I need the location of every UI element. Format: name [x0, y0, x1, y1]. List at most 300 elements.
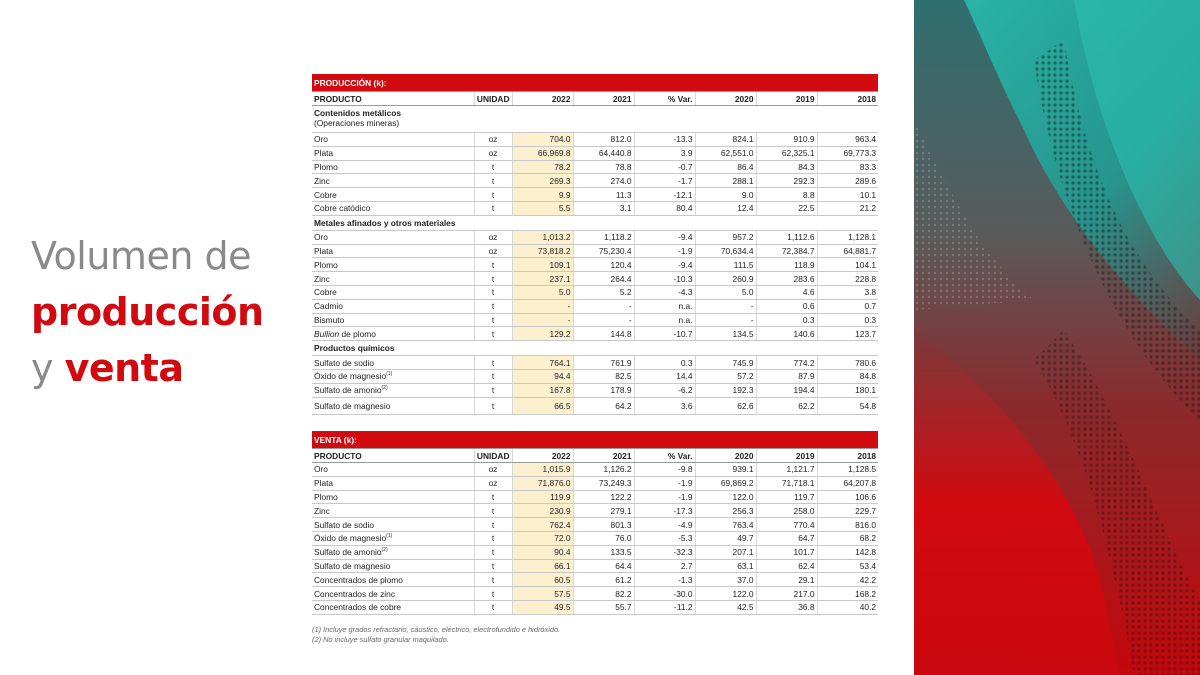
- value-var: -1.9: [634, 490, 695, 504]
- unit-cell: t: [474, 285, 512, 299]
- header-2021: 2021: [573, 449, 634, 463]
- footnote-marker: (2): [381, 385, 388, 392]
- value-2022: 60.5: [512, 573, 573, 587]
- value-2022: 66.1: [512, 559, 573, 573]
- value-2022: 1,013.2: [512, 230, 573, 244]
- unit-cell: t: [474, 299, 512, 313]
- unit-cell: t: [474, 587, 512, 601]
- header-2020: 2020: [695, 449, 756, 463]
- value-2022: 90.4: [512, 545, 573, 559]
- produccion-table: [312, 74, 878, 415]
- value-2019: 119.7: [756, 490, 817, 504]
- table-row: [312, 476, 878, 490]
- value-2022: -: [512, 313, 573, 327]
- table-row: [312, 230, 878, 244]
- produccion-banner: PRODUCCIÓN (k):: [312, 74, 878, 92]
- value-2018: 64,207.8: [817, 476, 878, 490]
- value-2018: 123.7: [817, 327, 878, 341]
- table-row: [312, 160, 878, 174]
- value-2021: 11.3: [573, 188, 634, 202]
- unit-cell: t: [474, 369, 512, 383]
- table-row: [312, 299, 878, 313]
- value-2020: 86.4: [695, 160, 756, 174]
- value-2020: 49.7: [695, 531, 756, 545]
- value-2022: 704.0: [512, 133, 573, 147]
- value-2020: 824.1: [695, 133, 756, 147]
- value-2020: 42.5: [695, 600, 756, 614]
- value-2022: -: [512, 299, 573, 313]
- value-2021: 75,230.4: [573, 244, 634, 258]
- value-2020: 57.2: [695, 369, 756, 383]
- value-2020: 134.5: [695, 327, 756, 341]
- value-2022: 9.9: [512, 188, 573, 202]
- header-2022: 2022: [512, 449, 573, 463]
- table-row: [312, 258, 878, 272]
- value-2018: 142.8: [817, 545, 878, 559]
- oxido-label: Óxido de magnesio: [314, 371, 387, 382]
- unit-cell: t: [474, 490, 512, 504]
- value-2021: 78.8: [573, 160, 634, 174]
- value-2019: 84.3: [756, 160, 817, 174]
- unit-cell: oz: [474, 476, 512, 490]
- product-cell: Plata: [312, 244, 474, 258]
- value-var: 2.7: [634, 559, 695, 573]
- unit-cell: oz: [474, 244, 512, 258]
- value-2018: 68.2: [817, 531, 878, 545]
- value-var: -0.7: [634, 160, 695, 174]
- metales-rows: [312, 230, 878, 327]
- value-2019: 71,718.1: [756, 476, 817, 490]
- product-cell: Plomo: [312, 258, 474, 272]
- value-2021: 3.1: [573, 201, 634, 215]
- value-2021: 76.0: [573, 531, 634, 545]
- value-2019: 770.4: [756, 518, 817, 532]
- table-row: [312, 504, 878, 518]
- value-var: -1.7: [634, 174, 695, 188]
- oxido-label: Óxido de magnesio: [314, 533, 387, 544]
- value-2019: 258.0: [756, 504, 817, 518]
- value-2018: 1,128.1: [817, 230, 878, 244]
- value-2021: 64.2: [573, 397, 634, 414]
- value-2018: 1,128.5: [817, 463, 878, 477]
- value-var: -9.8: [634, 463, 695, 477]
- value-2018: 229.7: [817, 504, 878, 518]
- value-2021: 761.9: [573, 356, 634, 370]
- value-2022: 1,015.9: [512, 463, 573, 477]
- value-2021: 144.8: [573, 327, 634, 341]
- value-2021: 73,249.3: [573, 476, 634, 490]
- value-2021: 1,118.2: [573, 230, 634, 244]
- table-row: [312, 518, 878, 532]
- value-var: -17.3: [634, 504, 695, 518]
- venta-table-wrapper: [312, 431, 878, 615]
- header-unidad: UNIDAD: [474, 449, 512, 463]
- value-2020: 63.1: [695, 559, 756, 573]
- value-2019: 36.8: [756, 600, 817, 614]
- value-2019: 774.2: [756, 356, 817, 370]
- title-line-1: Volumen de: [31, 234, 251, 278]
- unit-cell: t: [474, 258, 512, 272]
- value-2018: 106.6: [817, 490, 878, 504]
- table-row: [312, 463, 878, 477]
- unit-cell: t: [474, 518, 512, 532]
- footnote-marker: (1): [386, 371, 393, 378]
- value-var: -30.0: [634, 587, 695, 601]
- value-var: -13.3: [634, 133, 695, 147]
- produccion-table-wrapper: [312, 74, 878, 415]
- value-2022: 230.9: [512, 504, 573, 518]
- value-2019: 0.3: [756, 313, 817, 327]
- value-2020: 12.4: [695, 201, 756, 215]
- table-row: [312, 272, 878, 286]
- value-2018: 180.1: [817, 383, 878, 397]
- value-2022: 72.0: [512, 531, 573, 545]
- value-2020: 745.9: [695, 356, 756, 370]
- value-2020: 256.3: [695, 504, 756, 518]
- value-2021: 274.0: [573, 174, 634, 188]
- bullion-rest: de plomo: [339, 328, 376, 339]
- slide-title: [31, 228, 264, 396]
- value-2021: 5.2: [573, 285, 634, 299]
- value-2018: 21.2: [817, 201, 878, 215]
- product-cell: Oro: [312, 230, 474, 244]
- table-row: [312, 369, 878, 383]
- table-row: [312, 146, 878, 160]
- value-2018: 780.6: [817, 356, 878, 370]
- value-var: 14.4: [634, 369, 695, 383]
- value-2022: 5.5: [512, 201, 573, 215]
- value-2019: 910.9: [756, 133, 817, 147]
- footnote-marker: (1): [386, 533, 393, 540]
- table-row: [312, 587, 878, 601]
- table-row: [312, 174, 878, 188]
- unit-cell: t: [474, 327, 512, 341]
- table-row: [312, 327, 878, 341]
- value-2018: 289.6: [817, 174, 878, 188]
- table-row: [312, 244, 878, 258]
- value-2019: 22.5: [756, 201, 817, 215]
- value-2018: 84.8: [817, 369, 878, 383]
- value-2020: 5.0: [695, 285, 756, 299]
- title-line-3-bold: venta: [64, 346, 184, 390]
- value-2018: 0.7: [817, 299, 878, 313]
- value-2020: 111.5: [695, 258, 756, 272]
- value-2020: -: [695, 313, 756, 327]
- product-cell: Oro: [312, 463, 474, 477]
- footnote-2: (2) No incluye sulfato granular maquilado.: [312, 635, 449, 644]
- value-2018: 40.2: [817, 600, 878, 614]
- table-row: [312, 188, 878, 202]
- value-2019: 283.6: [756, 272, 817, 286]
- value-2019: 4.6: [756, 285, 817, 299]
- header-unidad: UNIDAD: [474, 92, 512, 106]
- value-var: -5.3: [634, 531, 695, 545]
- value-2021: 55.7: [573, 600, 634, 614]
- header-2020: 2020: [695, 92, 756, 106]
- product-cell: Plata: [312, 476, 474, 490]
- value-2021: 122.2: [573, 490, 634, 504]
- venta-banner: VENTA (k):: [312, 431, 878, 449]
- unit-cell: t: [474, 600, 512, 614]
- value-var: -11.2: [634, 600, 695, 614]
- product-cell: [312, 327, 474, 341]
- table-row: [312, 397, 878, 414]
- value-2021: 120.4: [573, 258, 634, 272]
- header-producto: PRODUCTO: [312, 449, 474, 463]
- value-var: n.a.: [634, 299, 695, 313]
- value-var: -1.3: [634, 573, 695, 587]
- value-var: -32.3: [634, 545, 695, 559]
- value-2019: 140.6: [756, 327, 817, 341]
- header-var: % Var.: [634, 449, 695, 463]
- product-cell: Sulfato de sodio: [312, 356, 474, 370]
- value-2018: 69,773.3: [817, 146, 878, 160]
- value-var: -4.3: [634, 285, 695, 299]
- table-row: [312, 559, 878, 573]
- value-2022: 167.8: [512, 383, 573, 397]
- product-cell: [312, 383, 474, 397]
- value-2022: 764.1: [512, 356, 573, 370]
- table-row: [312, 490, 878, 504]
- value-2020: 70,634.4: [695, 244, 756, 258]
- value-2019: 64.7: [756, 531, 817, 545]
- value-2020: 192.3: [695, 383, 756, 397]
- value-2018: 228.8: [817, 272, 878, 286]
- value-2020: 939.1: [695, 463, 756, 477]
- header-2018: 2018: [817, 92, 878, 106]
- amonio-label: Sulfato de amonio: [314, 385, 382, 396]
- value-var: 0.3: [634, 356, 695, 370]
- product-cell: Sulfato de sodio: [312, 518, 474, 532]
- value-2019: 1,112.6: [756, 230, 817, 244]
- value-2022: 269.3: [512, 174, 573, 188]
- value-2022: 57.5: [512, 587, 573, 601]
- unit-cell: t: [474, 160, 512, 174]
- value-2022: 71,876.0: [512, 476, 573, 490]
- value-2020: 9.0: [695, 188, 756, 202]
- unit-cell: oz: [474, 463, 512, 477]
- product-cell: Sulfato de magnesio: [312, 397, 474, 414]
- table-row: [312, 573, 878, 587]
- value-2018: 0.3: [817, 313, 878, 327]
- unit-cell: t: [474, 188, 512, 202]
- decorative-gradient-panel: [914, 0, 1200, 675]
- value-2020: 122.0: [695, 490, 756, 504]
- unit-cell: t: [474, 531, 512, 545]
- value-2018: 53.4: [817, 559, 878, 573]
- product-cell: [312, 531, 474, 545]
- footnotes: [312, 625, 560, 645]
- value-2019: 118.9: [756, 258, 817, 272]
- value-2019: 62,325.1: [756, 146, 817, 160]
- value-2021: 133.5: [573, 545, 634, 559]
- value-2022: 66,969.8: [512, 146, 573, 160]
- value-var: 80.4: [634, 201, 695, 215]
- value-2021: 801.3: [573, 518, 634, 532]
- value-2019: 87.9: [756, 369, 817, 383]
- value-2018: 54.8: [817, 397, 878, 414]
- header-producto: PRODUCTO: [312, 92, 474, 106]
- value-2022: 5.0: [512, 285, 573, 299]
- product-cell: Concentrados de plomo: [312, 573, 474, 587]
- value-2021: -: [573, 313, 634, 327]
- value-2021: 812.0: [573, 133, 634, 147]
- section-title: Contenidos metálicos: [314, 108, 402, 118]
- amonio-label: Sulfato de amonio: [314, 547, 382, 558]
- value-2019: 29.1: [756, 573, 817, 587]
- unit-cell: oz: [474, 230, 512, 244]
- value-2019: 0.6: [756, 299, 817, 313]
- value-2021: 264.4: [573, 272, 634, 286]
- title-line-2: producción: [31, 290, 264, 334]
- value-var: -1.9: [634, 244, 695, 258]
- unit-cell: t: [474, 272, 512, 286]
- product-cell: [312, 545, 474, 559]
- venta-table: [312, 431, 878, 615]
- value-2021: -: [573, 299, 634, 313]
- value-2022: 129.2: [512, 327, 573, 341]
- value-2018: 64,881.7: [817, 244, 878, 258]
- table-row: [312, 600, 878, 614]
- value-2022: 78.2: [512, 160, 573, 174]
- unit-cell: t: [474, 313, 512, 327]
- unit-cell: t: [474, 201, 512, 215]
- unit-cell: t: [474, 174, 512, 188]
- value-var: 3.6: [634, 397, 695, 414]
- value-2019: 101.7: [756, 545, 817, 559]
- value-var: -9.4: [634, 258, 695, 272]
- product-cell: Concentrados de zinc: [312, 587, 474, 601]
- unit-cell: t: [474, 383, 512, 397]
- value-var: -6.2: [634, 383, 695, 397]
- value-2021: 82.2: [573, 587, 634, 601]
- value-var: -9.4: [634, 230, 695, 244]
- value-2020: 62,551.0: [695, 146, 756, 160]
- bullion-italic: Bullion: [314, 328, 340, 339]
- header-var: % Var.: [634, 92, 695, 106]
- value-2021: 279.1: [573, 504, 634, 518]
- value-2018: 42.2: [817, 573, 878, 587]
- product-cell: Cobre: [312, 188, 474, 202]
- table-row: [312, 383, 878, 397]
- header-2019: 2019: [756, 92, 817, 106]
- section-subtitle: (Operaciones mineras): [314, 118, 400, 128]
- unit-cell: oz: [474, 146, 512, 160]
- footnote-1: (1) Incluye grados refractario, cáustico, eléctrico, electrofundido e hidróxido.: [312, 625, 561, 634]
- table-row: [312, 133, 878, 147]
- value-2020: 763.4: [695, 518, 756, 532]
- product-cell: Plomo: [312, 490, 474, 504]
- value-2018: 104.1: [817, 258, 878, 272]
- product-cell: Concentrados de cobre: [312, 600, 474, 614]
- table-row: [312, 531, 878, 545]
- value-var: 3.9: [634, 146, 695, 160]
- value-2018: 10.1: [817, 188, 878, 202]
- value-2021: 82.5: [573, 369, 634, 383]
- value-2019: 62.4: [756, 559, 817, 573]
- value-2020: 260.9: [695, 272, 756, 286]
- value-2022: 94.4: [512, 369, 573, 383]
- value-2020: 37.0: [695, 573, 756, 587]
- section-heading-metales: Metales afinados y otros materiales: [312, 215, 878, 230]
- value-2020: -: [695, 299, 756, 313]
- value-var: -1.9: [634, 476, 695, 490]
- value-var: -12.1: [634, 188, 695, 202]
- title-line-3-prefix: y: [31, 346, 65, 390]
- table-row: [312, 313, 878, 327]
- value-2020: 288.1: [695, 174, 756, 188]
- value-2018: 168.2: [817, 587, 878, 601]
- value-2021: 64.4: [573, 559, 634, 573]
- value-2020: 62.6: [695, 397, 756, 414]
- header-2021: 2021: [573, 92, 634, 106]
- unit-cell: t: [474, 573, 512, 587]
- value-2021: 64,440.8: [573, 146, 634, 160]
- unit-cell: t: [474, 504, 512, 518]
- value-var: -10.3: [634, 272, 695, 286]
- value-2021: 178.9: [573, 383, 634, 397]
- value-2022: 237.1: [512, 272, 573, 286]
- title-line-3: [31, 340, 264, 396]
- value-2018: 816.0: [817, 518, 878, 532]
- value-2019: 72,384.7: [756, 244, 817, 258]
- value-var: -4.9: [634, 518, 695, 532]
- value-2019: 62.2: [756, 397, 817, 414]
- product-cell: Cobre: [312, 285, 474, 299]
- value-2021: 1,126.2: [573, 463, 634, 477]
- product-cell: Bismuto: [312, 313, 474, 327]
- unit-cell: t: [474, 559, 512, 573]
- value-2019: 217.0: [756, 587, 817, 601]
- value-2018: 963.4: [817, 133, 878, 147]
- value-2022: 73,818.2: [512, 244, 573, 258]
- product-cell: Sulfato de magnesio: [312, 559, 474, 573]
- table-header-row: [312, 92, 878, 106]
- product-cell: Cadmio: [312, 299, 474, 313]
- unit-cell: oz: [474, 133, 512, 147]
- value-2022: 66.5: [512, 397, 573, 414]
- product-cell: [312, 369, 474, 383]
- table-header-row: [312, 449, 878, 463]
- table-row: [312, 285, 878, 299]
- product-cell: Zinc: [312, 174, 474, 188]
- unit-cell: t: [474, 356, 512, 370]
- value-2019: 292.3: [756, 174, 817, 188]
- unit-cell: t: [474, 545, 512, 559]
- table-row: [312, 545, 878, 559]
- product-cell: Zinc: [312, 504, 474, 518]
- contenidos-rows: [312, 133, 878, 216]
- header-2018: 2018: [817, 449, 878, 463]
- value-2019: 1,121.7: [756, 463, 817, 477]
- table-row: [312, 201, 878, 215]
- value-2022: 119.9: [512, 490, 573, 504]
- value-2018: 3.8: [817, 285, 878, 299]
- product-cell: Cobre catódico: [312, 201, 474, 215]
- product-cell: Zinc: [312, 272, 474, 286]
- table-row: [312, 356, 878, 370]
- value-2020: 69,869.2: [695, 476, 756, 490]
- footnote-marker: (2): [381, 547, 388, 554]
- value-2020: 207.1: [695, 545, 756, 559]
- value-2018: 83.3: [817, 160, 878, 174]
- product-cell: Plata: [312, 146, 474, 160]
- value-var: -10.7: [634, 327, 695, 341]
- venta-rows-b: [312, 559, 878, 614]
- product-cell: Oro: [312, 133, 474, 147]
- header-2022: 2022: [512, 92, 573, 106]
- value-2021: 61.2: [573, 573, 634, 587]
